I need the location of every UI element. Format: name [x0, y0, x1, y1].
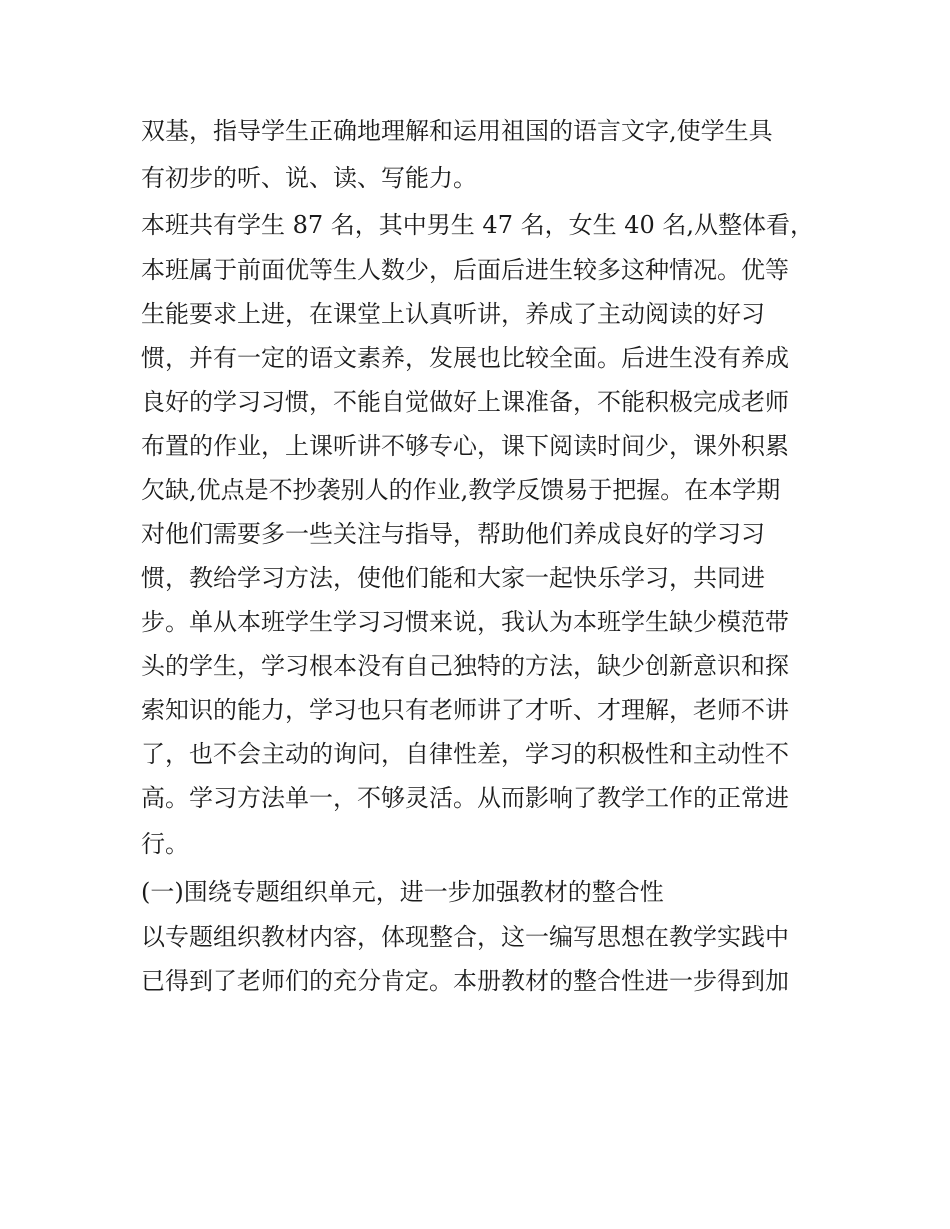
text-line: 本班共有学生 87 名，其中男生 47 名，女生 40 名,从整体看，: [141, 211, 815, 239]
text-line: 惯，并有一定的语文素养，发展也比较全面。后进生没有养成: [141, 344, 789, 372]
text-line: 本班属于前面优等生人数少，后面后进生较多这种情况。优等: [141, 256, 789, 284]
text-line: 布置的作业，上课听讲不够专心，课下阅读时间少，课外积累: [141, 432, 789, 460]
text-line: 生能要求上进，在课堂上认真听讲，养成了主动阅读的好习: [141, 300, 765, 328]
text-line: 良好的学习习惯，不能自觉做好上课准备，不能积极完成老师: [141, 388, 789, 416]
body-text: [141, 109, 821, 1003]
text-line: 已得到了老师们的充分肯定。本册教材的整合性进一步得到加: [141, 967, 789, 995]
text-line: 索知识的能力，学习也只有老师讲了才听、才理解，老师不讲: [141, 696, 789, 724]
text-line: 欠缺,优点是不抄袭别人的作业,教学反馈易于把握。在本学期: [141, 476, 781, 504]
text-line: 了，也不会主动的询问，自律性差，学习的积极性和主动性不: [141, 740, 789, 768]
section-heading: (一)围绕专题组织单元，进一步加强教材的整合性: [141, 878, 664, 906]
text-line: 步。单从本班学生学习习惯来说，我认为本班学生缺少模范带: [141, 608, 789, 636]
text-line: 头的学生，学习根本没有自己独特的方法，缺少创新意识和探: [141, 652, 789, 680]
text-line: 对他们需要多一些关注与指导，帮助他们养成良好的学习习: [141, 520, 765, 548]
text-line: 以专题组织教材内容，体现整合，这一编写思想在教学实践中: [141, 923, 789, 951]
text-line: 惯，教给学习方法，使他们能和大家一起快乐学习，共同进: [141, 564, 765, 592]
text-line: 双基，指导学生正确地理解和运用祖国的语言文字,使学生具: [141, 117, 773, 145]
text-line: 有初步的听、说、读、写能力。: [141, 164, 477, 192]
text-line: 高。学习方法单一，不够灵活。从而影响了教学工作的正常进: [141, 784, 789, 812]
text-line: 行。: [141, 830, 189, 858]
